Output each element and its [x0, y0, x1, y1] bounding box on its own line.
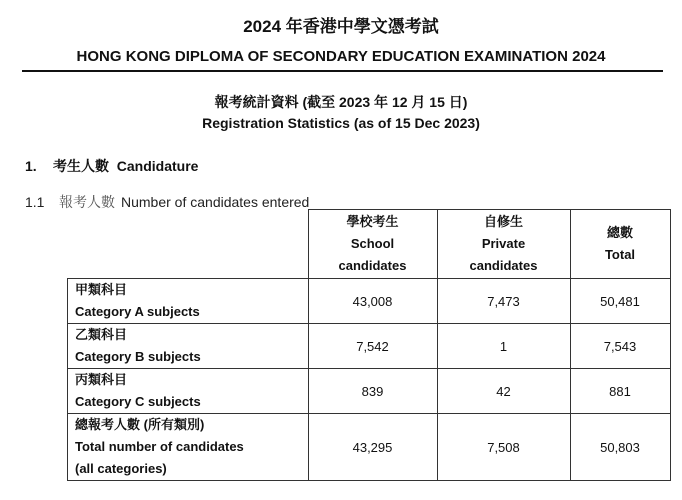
title-zh: 2024 年香港中學文憑考試 [243, 17, 439, 36]
table-row: 乙類科目 Category B subjects 7,542 1 7,543 [68, 324, 671, 369]
candidates-table [67, 209, 671, 481]
table-row: 丙類科目 Category C subjects 839 42 881 [68, 369, 671, 414]
subtitle-en: Registration Statistics (as of 15 Dec 2023) [202, 115, 480, 131]
section-en: Candidature [116, 158, 199, 174]
section-heading [25, 156, 198, 176]
table-row: 甲類科目 Category A subjects 43,008 7,473 50,481 [68, 279, 671, 324]
col-private: 自修生 Private candidates [437, 210, 570, 279]
table-row-total: 總報考人數 (所有類別) Total number of candidates (all categories) 43,295 7,508 50,803 [68, 414, 671, 481]
subsection-en: Number of candidates entered [121, 194, 310, 210]
section-zh: 考生人數 [53, 158, 109, 174]
subtitle-zh: 報考統計資料 (截至 2023 年 12 月 15 日) [214, 94, 468, 110]
title-en: HONG KONG DIPLOMA OF SECONDARY EDUCATION EXAMINATION 2024 [76, 48, 606, 65]
col-school: 學校考生 School candidates [308, 210, 437, 279]
subsection-number: 1.1 [25, 194, 45, 210]
subsection-zh: 報考人數 [59, 194, 115, 210]
table-header-row [68, 210, 671, 279]
section-number: 1. [25, 158, 37, 174]
title-rule [22, 70, 663, 72]
col-total: 總數 Total [570, 210, 670, 279]
